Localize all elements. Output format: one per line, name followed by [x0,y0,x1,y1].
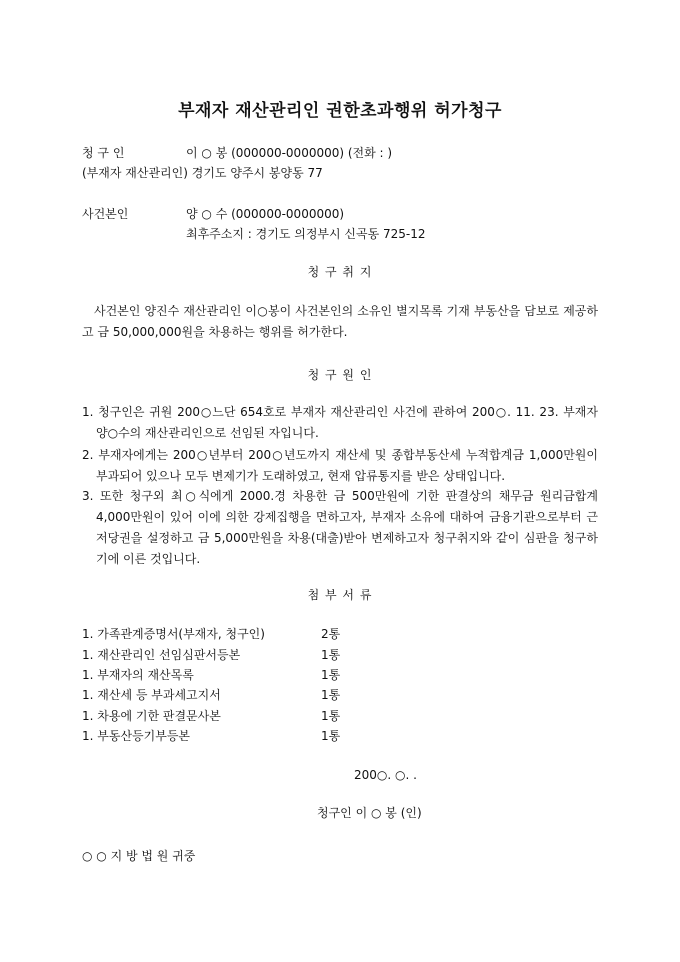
petitioner-signature: 청구인 이 ○ 봉 (인) [317,806,422,820]
purpose-heading: 청 구 취 지 [307,265,373,279]
attachment-label: 1. 차용에 기한 판결문사본 [82,709,221,723]
document-title: 부재자 재산관리인 권한초과행위 허가청구 [178,101,502,121]
petitioner-name-line: 이 ○ 봉 (000000-0000000) (전화 : ) [186,146,393,160]
document-date: 200○. ○. . [354,768,417,782]
attachment-label: 1. 재산세 등 부과세고지서 [82,688,221,702]
purpose-text: 사건본인 양진수 재산관리인 이○봉이 사건본인의 소유인 별지목록 기재 부동산을 담보로 제공하고 금 50,000,000원을 차용하는 행위를 허가한다. [82,304,598,339]
reason-item: 2. 부재자에게는 200○년부터 200○년도까지 재산세 및 종합부동산세 누적합계금 1,000만원이 부과되어 있으나 모두 변제기가 도래하였고, 현재 압류통지를 받은 상태입니다. [82,448,598,483]
principal-last-address: 최후주소지 : 경기도 의정부시 신곡동 725-12 [186,227,426,241]
petitioner-role-address: (부재자 재산관리인) 경기도 양주시 봉양동 77 [82,166,323,180]
attachments-heading: 첨 부 서 류 [307,588,373,602]
principal-label: 사건본인 [82,207,129,221]
attachment-label: 1. 부동산등기부등본 [82,729,191,743]
attachment-count: 2통 [321,627,341,641]
reasons-heading: 청 구 원 인 [307,368,373,382]
attachment-label: 1. 가족관계증명서(부재자, 청구인) [82,627,265,641]
attachment-count: 1통 [321,648,341,662]
principal-name-line: 양 ○ 수 (000000-0000000) [186,207,345,221]
reason-item: 3. 또한 청구외 최○식에게 2000.경 차용한 금 500만원에 기한 판결상의 채무금 원리금합계 4,000만원이 있어 이에 의한 강제집행을 면하고자, 부재자 소유에 대하여 금융기관으로부터 근저당권을 설정하고 금 5,000만원을 차용(대출)받아 변제하고자 청구취지와 같이 심판을 청구하기에 이른 것입니다. [82,489,598,566]
attachment-label: 1. 재산관리인 선임심판서등본 [82,648,241,662]
reason-item: 1. 청구인은 귀원 200○느단 654호로 부재자 재산관리인 사건에 관하여 200○. 11. 23. 부재자 양○수의 재산관리인으로 선임된 자입니다. [82,405,598,440]
petitioner-label: 청 구 인 [82,146,125,160]
attachment-count: 1통 [321,668,341,682]
court-addressee: ○ ○ 지 방 법 원 귀중 [82,849,196,863]
attachment-count: 1통 [321,729,341,743]
attachment-label: 1. 부재자의 재산목록 [82,668,194,682]
attachment-count: 1통 [321,688,341,702]
attachment-count: 1통 [321,709,341,723]
